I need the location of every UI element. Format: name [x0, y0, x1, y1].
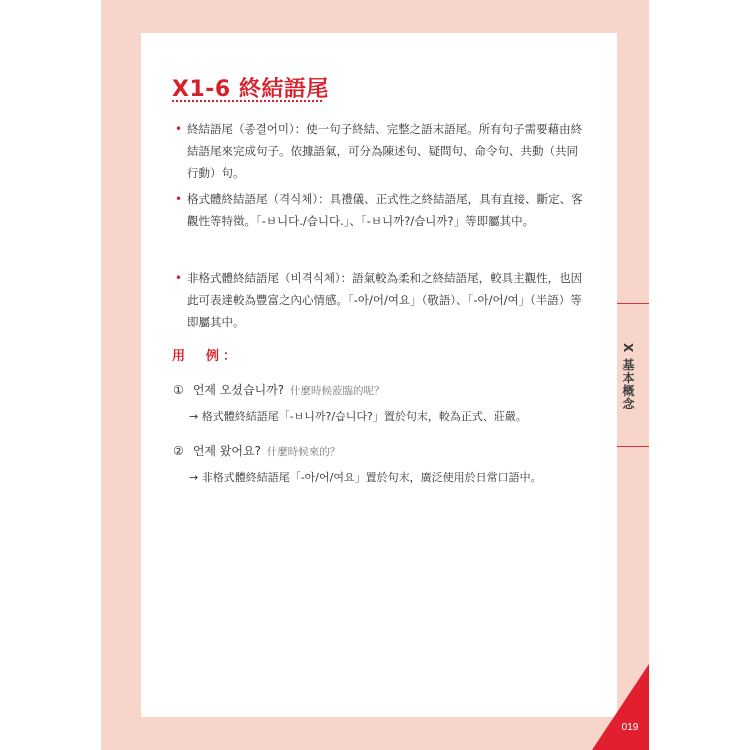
- bullet-item-3: [175, 267, 585, 333]
- usage-heading: 用 例：: [172, 349, 241, 364]
- example-2: [173, 442, 340, 459]
- side-tab-label: X 基本概念: [621, 343, 635, 411]
- bullet-text: 非格式體終結語尾（비격식체）：語氣較為柔和之終結語尾，較具主觀性，也因此可表達較為豐富之內心情感。「-아/어/여요」（敬語）、「-아/어/여」（半語）等即屬其中。: [187, 271, 583, 329]
- page-number: 019: [621, 722, 639, 733]
- example-number: ②: [173, 444, 184, 458]
- side-tab-bottom-rule: [617, 446, 649, 447]
- title-underline: [172, 100, 322, 102]
- example-1: [173, 381, 385, 398]
- example-1-explanation: → 格式體終結語尾「-ㅂ니까?/습니다?」置於句末，較為正式、莊嚴。: [189, 410, 527, 423]
- example-korean: 언제 왔어요?: [192, 444, 261, 458]
- side-tab-top-rule: [617, 303, 649, 304]
- bullet-dot-icon: •: [175, 271, 183, 285]
- bullet-dot-icon: •: [175, 192, 183, 206]
- bullet-item-2: [175, 188, 585, 232]
- example-gloss: 什麼時候來的？: [266, 446, 341, 458]
- bullet-item-1: [175, 118, 585, 184]
- bullet-text: 終結語尾（종결어미）：使一句子終結、完整之語末語尾。所有句子需要藉由終結語尾來完成句子。依據語氣，可分為陳述句、疑問句、命令句、共動（共同行動）句。: [187, 122, 583, 180]
- bullet-text: 格式體終結語尾（격식체）：具禮儀、正式性之終結語尾，具有直接、斷定、客觀性等特徵。「-ㅂ니다./습니다.」、「-ㅂ니까?/습니까?」等即屬其中。: [187, 192, 583, 228]
- example-gloss: 什麼時候蒞臨的呢？: [290, 385, 385, 397]
- example-korean: 언제 오셨습니까?: [192, 383, 285, 397]
- example-number: ①: [173, 383, 184, 397]
- section-title: X1-6 終結語尾: [172, 77, 329, 102]
- example-2-explanation: → 非格式體終結語尾「-아/어/여요」置於句末，廣泛使用於日常口語中。: [189, 471, 542, 484]
- bullet-dot-icon: •: [175, 122, 183, 136]
